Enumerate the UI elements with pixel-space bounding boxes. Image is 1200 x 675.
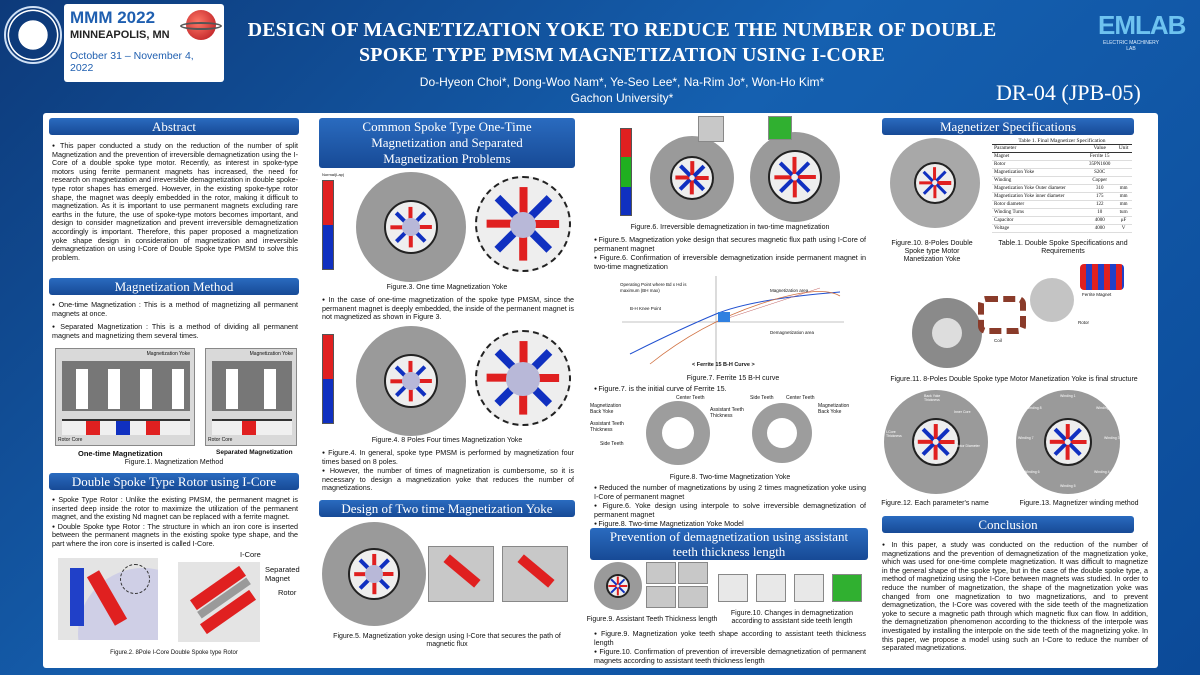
magnet-red (617, 587, 619, 595)
spec-value: 35PN1600 (1084, 161, 1115, 169)
bh-curve-blue (630, 292, 840, 354)
rotor-core (402, 218, 420, 236)
conference-title: MMM 2022 (70, 8, 156, 27)
figure-7-bh-curve (620, 274, 846, 372)
spec-unit: mm (1115, 201, 1132, 209)
magnet-blue (796, 178, 811, 193)
magnet-blue (116, 421, 130, 435)
spec-param: Rotor (992, 161, 1084, 169)
lab-name: EMLAB (1098, 10, 1186, 40)
figure-6-caption: Figure.6. Irreversible demagnetization in two-time magnetization (630, 224, 830, 231)
fig12-label-rotor-diameter: Rotor Diameter (956, 444, 980, 448)
yoke-shape (212, 361, 292, 411)
poster-title: DESIGN OF MAGNETIZATION YOKE TO REDUCE THE NUMBER OF DOUBLE SPOKE TYPE PMSM MAGNETIZATION USING I-CORE (247, 19, 997, 66)
bh-curve-orange (650, 292, 840, 365)
conference-dates: October 31 – November 4, 2022 (70, 50, 194, 74)
emlab-logo (1098, 10, 1186, 52)
magnet-red (919, 181, 932, 184)
figure-5-6-bullets (594, 236, 866, 272)
figure-3 (322, 172, 574, 272)
spec-unit: Unit (1115, 145, 1132, 153)
spec-param: Magnet (992, 153, 1084, 161)
winding-label: Winding 8 (1026, 406, 1042, 410)
spec-param: Winding (992, 177, 1084, 185)
yoke-cylinder (912, 298, 982, 368)
figure-8-bullets (594, 484, 866, 530)
fig1-rotor-label: Rotor Core (58, 437, 83, 443)
magnet-blue (936, 184, 948, 196)
affiliation: Gachon University* (570, 91, 674, 105)
rotor-ring (1044, 418, 1092, 466)
figure-10 (718, 570, 866, 606)
legend-title: Normal(Lap) (322, 172, 345, 177)
fig12-label-i-core: I-Core Thickness (886, 430, 902, 438)
spec-row (992, 169, 1132, 177)
winding-label: Winding 5 (1060, 484, 1076, 488)
magnet-red (86, 421, 100, 435)
figure-5-caption: Figure.5. Magnetization yoke design using I-Core that secures the path of magnetic flux (333, 633, 561, 648)
figure-7-caption: Figure.7. Ferrite 15 B-H curve (686, 375, 780, 382)
fig8-label-assist-b: Assistant Teeth Thickness (710, 407, 744, 419)
bullet-double-spoke: ● Double Spoke type Rotor : The structure in which an iron core is inserted between the permanent magnets in the existing spoke type shape, and the part where the iron core is inserted is called I-Core. (52, 523, 298, 549)
magnet-blue (1069, 443, 1083, 457)
spec-row (992, 217, 1132, 225)
figure-5 (322, 522, 574, 626)
common-spoke-heading: Common Spoke Type One-Time Magnetization and Separated Magnetization Problems (319, 118, 575, 168)
figure-9-caption: Figure.9. Assistant Teeth Thickness length (586, 616, 718, 623)
spec-value: Copper (1084, 177, 1115, 185)
yoke-model-b (752, 403, 812, 463)
bullet-separated: ● Separated Magnetization : This is a method of dividing all permanent magnets and magnetizing them several times. (52, 323, 298, 340)
bullet-spoke-type: ● Spoke Type Rotor : Unlike the existing PMSM, the permanent magnet is inserted deep inside the rotor to maximize the utilization of the permanent magnet, and the existing Nd magnet can be replaced with a ferrite magnet. (52, 496, 298, 522)
demag-step-2 (756, 574, 786, 602)
fig8-label-side-teeth-a: Side Teeth (600, 441, 624, 447)
prevention-heading: Prevention of demagnetization using assistant teeth thickness length (590, 528, 868, 560)
detail-4 (678, 586, 708, 608)
figure-1-caption: Figure.1. Magnetization Method (124, 459, 224, 466)
spec-row (992, 201, 1132, 209)
magnet-blue (937, 443, 951, 457)
magnet-red (934, 445, 938, 460)
load-line (716, 288, 820, 322)
magnetization-method-heading: Magnetization Method (49, 278, 299, 295)
detail-2 (678, 562, 708, 584)
bullet-fig5: ● Figure.5. Magnetization yoke design that secures magnetic flux path using I-Core of permanent magnet (594, 236, 866, 253)
bullet-interpole: ● Figure.6. Yoke design using interpole to solve irreversible demagnetization of permanent magnet (594, 502, 866, 519)
winding-label: Winding 7 (1018, 436, 1034, 440)
winding-label: Winding 6 (1024, 470, 1040, 474)
demag-legend-bar (620, 128, 632, 216)
spec-row (992, 161, 1132, 169)
figure-2-rotor-b (178, 562, 260, 642)
zoom-core (510, 212, 536, 238)
fig11-label-ferrite: Ferrite Magnet (1082, 292, 1112, 297)
fig8-label-back-yoke-b: Magnetization Back Yoke (818, 403, 850, 415)
demag-legend-bar (322, 334, 334, 424)
specs-heading: Magnetizer Specifications (882, 118, 1134, 135)
zoom-core (506, 362, 540, 396)
fig1-separated-label: Separated Magnetization (216, 449, 293, 456)
spec-unit (1115, 161, 1132, 169)
coil-slot (140, 369, 152, 409)
spec-param: Magnetization Yoke (992, 169, 1084, 177)
magnet-red (798, 175, 815, 179)
conclusion-text: ● In this paper, a study was conducted on the reduction of the number of magnetizations and the prevention of demagnetization of the magnetization yoke, which was used for one-time complete magnetization. It was difficult to magnetize in the general shape of the spoke type, but in the case of the double spoke type, a method of magnetizing using the I-Core between magnets was studied. In order to reduce the number of magnetization, the shape of the magnetization yoke was changed from one magnetization to two magnetizations, and to prevent demagnetization, the I-Core was covered with the side teeth of the magnetization yoke to secure a magnetic path through which magnetic flux can flow. In addition, the demagnetization phenomenon according to the thickness of the interpole was investigated by installing the interpole on the side teeth of the magnetizing yoke. In this paper, we propose a model using such an I-Core to reduce the number of separated magnetizations. (882, 541, 1148, 653)
figure-8-caption: Figure.8. Two-time Magnetization Yoke (669, 474, 791, 481)
spec-param: Magnetization Yoke Outer diameter (992, 185, 1084, 193)
spec-table-grid (992, 144, 1132, 233)
figure-13-caption: Figure.13. Magnetizer winding method (1019, 500, 1139, 507)
prevention-bullets (594, 630, 866, 666)
spec-value: 310 (1084, 185, 1115, 193)
figure-13 (1016, 390, 1120, 494)
rotor-cylinder (1030, 278, 1074, 322)
bullet-reduced: ● Reduced the number of magnetizations by using 2 times magnetization yoke using I-Core of permanent magnet (594, 484, 866, 501)
fig11-label-coil: Coil (994, 338, 1002, 343)
fig1-sep-rotor-label: Rotor Core (208, 437, 233, 443)
coil-slot (108, 369, 120, 409)
spec-unit: V (1115, 225, 1132, 233)
spec-value: 122 (1084, 201, 1115, 209)
spec-param: Rotor diameter (992, 201, 1084, 209)
spec-param: Capacitor (992, 217, 1084, 225)
highlight-circle (120, 564, 150, 594)
magnet-blue (693, 179, 705, 191)
zoom-inset-2 (768, 116, 792, 140)
magnet-red (242, 421, 256, 435)
paper-code: DR-04 (JPB-05) (996, 80, 1141, 105)
label-i-core: I-Core (240, 550, 261, 559)
figure-2-caption: Figure.2. 8Pole I-Core Double Spoke type Rotor (110, 650, 238, 656)
coil-slot (76, 369, 88, 409)
magnet-red (793, 180, 797, 197)
figure-11 (912, 264, 1138, 370)
magnet-red (1066, 445, 1070, 460)
figure-12-caption: Figure.12. Each parameter's name (881, 500, 989, 507)
figure-10-caption: Figure.10. Changes in demagnetization according to assistant side teeth length (730, 610, 854, 625)
winding-label: Winding 2 (1096, 406, 1112, 410)
coil-slot (172, 369, 184, 409)
author-list: Do-Hyeon Choi*, Dong-Woo Nam*, Ye-Seo Lee*, Na-Rim Jo*, Won-Ho Kim* (419, 75, 825, 89)
abstract-text: ● This paper conducted a study on the reduction of the number of split Magnetization and the prevention of irreversible demagnetization using the I-Core of a double spoke type motor. Recently, as interest in spoke-type motors using ferrite permanent magnets has increased, the need for research on magnetization and irreversible demagnetization in double spoke-type rotor shapes has emerged. However, in the existing spoke-type rotor shape, the magnet was deeply embedded in the rotor, making it difficult to magnetization. As it is important to use permanent magnets excluding rare earths in the future, the use of spoke-type motors becomes important, and design to consider magnetization and prevent irreversible demagnetization accordingly is important. Therefore, this paper proposed a magnetization yoke shape design in consideration of magnetization and irreversible demagnetization on using I-Core of Double Spoke type PMSM to solve this problem. (52, 142, 298, 262)
magnet-red (675, 176, 689, 180)
spec-unit (1115, 169, 1132, 177)
spec-param: Voltage (992, 225, 1084, 233)
spec-value: Ferrite 15 (1084, 153, 1115, 161)
spec-row (992, 225, 1132, 233)
spec-unit (1115, 153, 1132, 161)
fig1-sep-yoke-label: Magnetization Yoke (249, 351, 293, 357)
spec-value: 4000 (1084, 217, 1115, 225)
bullet-four-times: ● Figure.4. In general, spoke type PMSM is performed by magnetization four times based on 8 poles. (322, 449, 574, 466)
winding-label: Winding 1 (1060, 394, 1076, 398)
magnet-red (690, 181, 694, 195)
bullet-fig10: ● Figure.10. Confirmation of prevention of irreversible demagnetization of permanent magnets according to assistant teeth thickness length (594, 648, 866, 665)
spec-row (992, 153, 1132, 161)
spec-table (992, 138, 1132, 233)
spec-unit: turn (1115, 209, 1132, 217)
spec-value: 175 (1084, 193, 1115, 201)
figure-4-caption: Figure.4. 8 Poles Four times Magnetization Yoke (371, 437, 523, 444)
rotor-core (365, 565, 383, 583)
fig8-label-back-yoke-a: Magnetization Back Yoke (590, 403, 622, 415)
spec-row (992, 193, 1132, 201)
spec-value: 4000 (1084, 225, 1115, 233)
magnet-red (1071, 440, 1086, 444)
spec-row (992, 185, 1132, 193)
gachon-university-logo (4, 6, 62, 64)
double-spoke-bullets (52, 496, 298, 550)
bullet-cumbersome: ● However, the number of times of magnetization is cumbersome, so it is necessary to design a magnetization yoke that reduces the number of magnetizations. (322, 467, 574, 493)
conclusion-heading: Conclusion (882, 516, 1134, 533)
fig1-one-time-label: One-time Magnetization (78, 449, 163, 458)
coil-slot (264, 369, 276, 409)
figure-8 (590, 395, 870, 469)
abstract-heading: Abstract (49, 118, 299, 135)
bh-label-knee: B-H Knee Point (630, 306, 662, 311)
bh-label-demagnetization: Demagnetization area (770, 330, 815, 335)
figure-1-one-time (55, 348, 195, 446)
label-rotor: Rotor (278, 588, 297, 597)
figure-10-yoke (890, 138, 980, 230)
spec-value: Value (1084, 145, 1115, 153)
detail-3 (646, 586, 676, 608)
rotor-ring (914, 162, 956, 204)
spec-param: Winding Turns (992, 209, 1084, 217)
spec-unit (1115, 177, 1132, 185)
winding-label: Winding 4 (1094, 470, 1110, 474)
winding-label: Winding 3 (1104, 436, 1120, 440)
lab-subtitle: ELECTRIC MACHINERY LAB (1102, 40, 1160, 52)
spec-unit: μF (1115, 217, 1132, 225)
globe-ring-icon (180, 22, 222, 30)
figure-2-rotor-a (58, 558, 158, 640)
figure-1-separated (205, 348, 297, 446)
authors (322, 74, 922, 106)
label-separated-magnet: Separated Magnet (265, 565, 300, 583)
figure-12 (884, 390, 988, 494)
coil-slot (226, 369, 238, 409)
figure-7-note: ● Figure.7. is the initial curve of Ferrite 15. (594, 385, 866, 394)
figure-11-caption: Figure.11. 8-Poles Double Spoke type Motor Manetization Yoke is final structure (890, 376, 1138, 383)
fig8-label-assist-a: Assistant Teeth Thickness (590, 421, 624, 433)
rotor-core (402, 372, 420, 390)
coil-shape (978, 296, 1026, 334)
bullet-one-time: ● One-time Magnetization : This is a method of magnetizing all permanent magnets at once. (52, 301, 298, 318)
spec-param: Magnetization Yoke inner diameter (992, 193, 1084, 201)
figure-3-caption: Figure.3. One time Magnetization Yoke (386, 284, 508, 291)
spec-unit: mm (1115, 193, 1132, 201)
table-1-caption: Table.1. Double Spoke Specifications and Requirements (998, 240, 1128, 255)
demag-step-3 (794, 574, 824, 602)
spec-row (992, 177, 1132, 185)
figure-9 (594, 562, 712, 612)
magnet-red (939, 440, 954, 444)
rotor-ring (912, 418, 960, 466)
bh-label-bhmax: Operating Point where Bd x Hd is maximum (BH max) (620, 282, 687, 293)
spec-row (992, 209, 1132, 217)
table-title: Table 1. Final Magnetizer Specification (1018, 138, 1106, 144)
rotor-ring (670, 156, 714, 200)
figure-4 (322, 326, 574, 426)
two-time-heading: Design of Two time Magnetization Yoke (319, 500, 575, 517)
demag-step-4 (832, 574, 862, 602)
spec-param: Parameter (992, 145, 1084, 153)
one-time-text: ● In the case of one-time magnetization of the spoke type PMSM, since the permanent magnet is deeply embedded, the inside of the permanent magnet is not magnetized as shown in Figure 3. (322, 296, 574, 322)
magnetization-method-bullets (52, 301, 298, 341)
conference-logo (64, 4, 224, 82)
demag-step-1 (718, 574, 748, 602)
conference-city: MINNEAPOLIS, MN (70, 29, 170, 41)
figure-6 (590, 116, 870, 222)
yoke-model-a (646, 401, 710, 465)
bullet-model: ● Figure.8. Two-time Magnetization Yoke Model (594, 520, 866, 529)
magnet-red (933, 186, 936, 199)
ferrite-magnets (1080, 264, 1124, 290)
spec-value: S20C (1084, 169, 1115, 177)
spec-value: 10 (1084, 209, 1115, 217)
bullet-fig9: ● Figure.9. Magnetization yoke teeth shape according to assistant teeth thickness length (594, 630, 866, 647)
magnet-red (146, 421, 160, 435)
magnet-blue (618, 586, 625, 593)
fig12-label-back-yoke: Back Yoke Thickness (924, 394, 941, 402)
magnet-blue (70, 568, 84, 626)
zoom-rotor (768, 150, 822, 204)
bh-label-magnetization: Magnetization area (770, 288, 809, 293)
fig1-yoke-label: Magnetization Yoke (146, 351, 190, 357)
spec-unit: mm (1115, 185, 1132, 193)
detail-1 (646, 562, 676, 584)
fig8-label-center-teeth-b: Center Teeth (786, 395, 815, 401)
bullet-fig6: ● Figure.6. Confirmation of irreversible demagnetization inside permanent magnet in two-time magnetization (594, 254, 866, 271)
common-spoke-bullets (322, 449, 574, 494)
figure-10-spec-caption: Figure.10. 8-Poles Double Spoke type Motor Manetization Yoke (891, 240, 973, 263)
fig11-label-rotor: Rotor (1078, 320, 1090, 325)
demag-legend-bar (322, 180, 334, 270)
fig12-label-inner-core: Inner Core (954, 410, 971, 414)
bh-curve-title: < Ferrite 15 B-H Curve > (692, 362, 755, 368)
rotor-ring (606, 574, 630, 598)
zoom-inset-1 (698, 116, 724, 142)
fig8-label-side-teeth-b: Side Teeth (750, 395, 774, 401)
double-spoke-heading: Double Spoke Type Rotor using I-Core (49, 473, 299, 490)
spec-header-row (992, 145, 1132, 153)
operating-point (718, 312, 730, 322)
fig8-label-center-teeth-a: Center Teeth (676, 395, 705, 401)
